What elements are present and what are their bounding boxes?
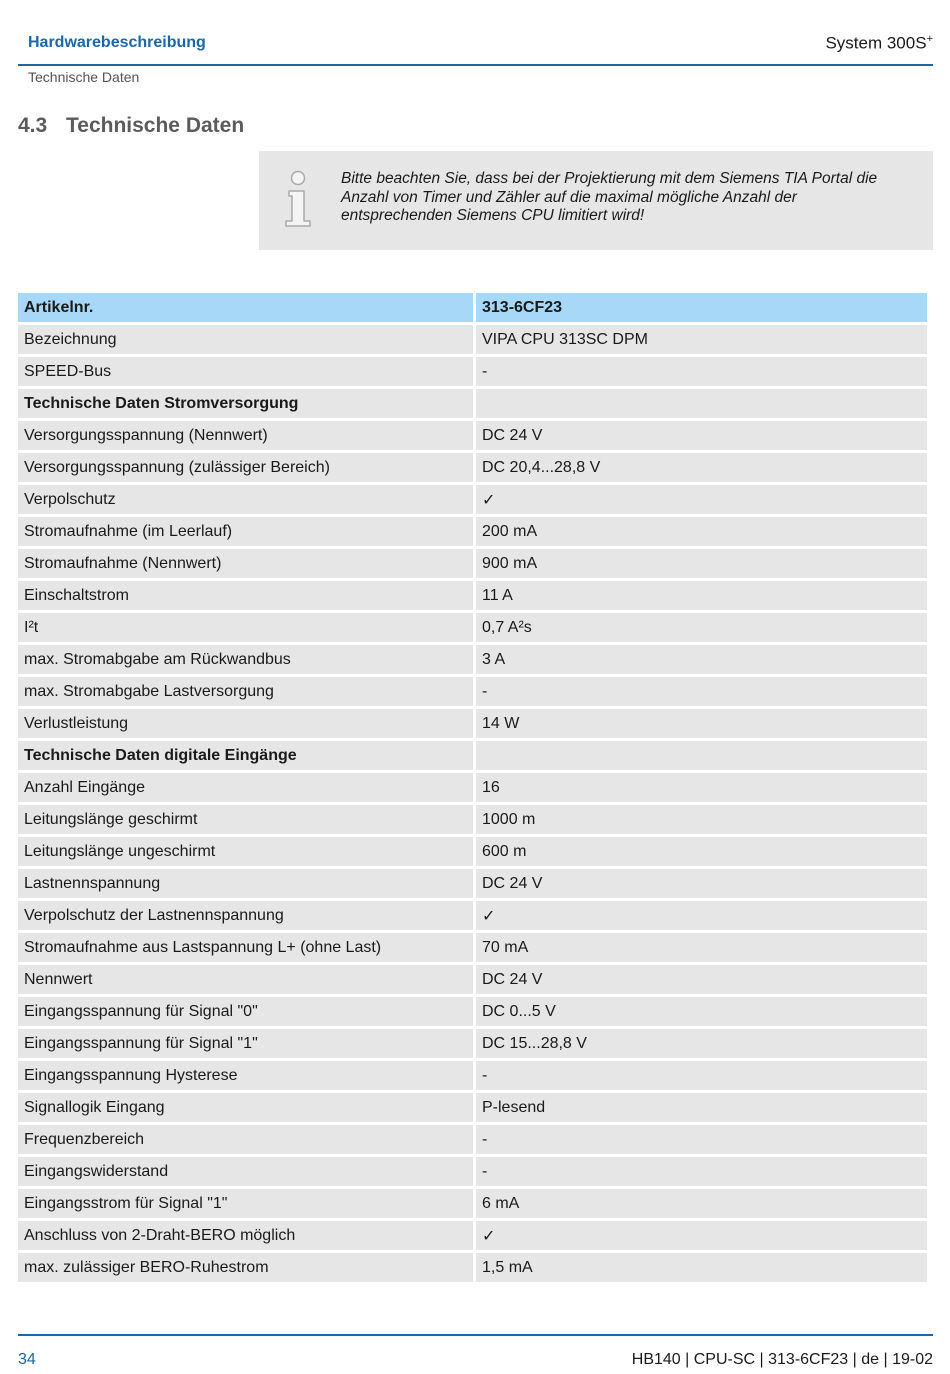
table-cell-label: Frequenzbereich <box>18 1125 473 1154</box>
table-cell-value: 70 mA <box>476 933 927 962</box>
table-row <box>18 901 927 930</box>
table-cell-value: - <box>476 1061 927 1090</box>
table-cell-value: 600 m <box>476 837 927 866</box>
checkmark-icon: ✓ <box>476 485 927 514</box>
header-chapter-title: Hardwarebeschreibung <box>28 34 206 51</box>
table-cell-value: P-lesend <box>476 1093 927 1122</box>
table-header-value: 313-6CF23 <box>476 293 927 322</box>
table-cell-label: max. Stromabgabe Lastversorgung <box>18 677 473 706</box>
table-row <box>18 1221 927 1250</box>
table-header-label: Artikelnr. <box>18 293 473 322</box>
table-cell-label: Verlustleistung <box>18 709 473 738</box>
table-row <box>18 1253 927 1282</box>
table-row <box>18 613 927 642</box>
table-cell-label: Verpolschutz der Lastnennspannung <box>18 901 473 930</box>
table-cell-label: I²t <box>18 613 473 642</box>
table-cell-label: Signallogik Eingang <box>18 1093 473 1122</box>
table-row <box>18 517 927 546</box>
table-cell-value: DC 0...5 V <box>476 997 927 1026</box>
table-cell-value: - <box>476 677 927 706</box>
technical-data-table <box>15 290 930 1285</box>
table-cell-label: Verpolschutz <box>18 485 473 514</box>
header-product-text: System 300S <box>825 33 927 53</box>
table-header-row <box>18 293 927 322</box>
footer-divider <box>18 1334 933 1336</box>
table-cell-label: Eingangsspannung für Signal "0" <box>18 997 473 1026</box>
table-row <box>18 485 927 514</box>
table-cell-value: 900 mA <box>476 549 927 578</box>
table-cell-label: Anzahl Eingänge <box>18 773 473 802</box>
table-cell-label: Eingangsspannung Hysterese <box>18 1061 473 1090</box>
table-row <box>18 997 927 1026</box>
table-row <box>18 837 927 866</box>
table-cell-value: 1000 m <box>476 805 927 834</box>
table-row <box>18 1189 927 1218</box>
header-divider <box>18 64 933 66</box>
table-cell-value: - <box>476 1157 927 1186</box>
table-cell-value: VIPA CPU 313SC DPM <box>476 325 927 354</box>
table-row <box>18 453 927 482</box>
table-row <box>18 677 927 706</box>
table-cell-label: Stromaufnahme (im Leerlauf) <box>18 517 473 546</box>
table-row <box>18 1093 927 1122</box>
table-cell-label: Eingangsspannung für Signal "1" <box>18 1029 473 1058</box>
table-cell-value: DC 20,4...28,8 V <box>476 453 927 482</box>
table-cell-label: max. Stromabgabe am Rückwandbus <box>18 645 473 674</box>
table-cell-value: 11 A <box>476 581 927 610</box>
table-cell-label: Eingangsstrom für Signal "1" <box>18 1189 473 1218</box>
table-cell-value: 16 <box>476 773 927 802</box>
table-cell-value: 14 W <box>476 709 927 738</box>
checkmark-icon: ✓ <box>476 901 927 930</box>
table-cell-value: 0,7 A²s <box>476 613 927 642</box>
table-cell-value: 6 mA <box>476 1189 927 1218</box>
table-cell-value: - <box>476 357 927 386</box>
info-note <box>259 151 933 250</box>
table-cell-label: Stromaufnahme (Nennwert) <box>18 549 473 578</box>
table-cell-label: SPEED-Bus <box>18 357 473 386</box>
table-row <box>18 549 927 578</box>
table-cell-label: Nennwert <box>18 965 473 994</box>
table-row <box>18 869 927 898</box>
table-cell-label: Anschluss von 2-Draht-BERO möglich <box>18 1221 473 1250</box>
table-cell-label: Versorgungsspannung (zulässiger Bereich) <box>18 453 473 482</box>
table-row <box>18 645 927 674</box>
table-cell-value: - <box>476 1125 927 1154</box>
table-cell-label: Technische Daten digitale Eingänge <box>18 741 473 770</box>
table-group-row <box>18 389 927 418</box>
table-cell-label: Lastnennspannung <box>18 869 473 898</box>
table-cell-value: 1,5 mA <box>476 1253 927 1282</box>
section-number: 4.3 <box>18 114 48 137</box>
table-cell-label: Einschaltstrom <box>18 581 473 610</box>
info-note-text: Bitte beachten Sie, dass bei der Projektierung mit dem Siemens TIA Portal die Anzahl von Timer und Zähler auf die maximal mögliche Anzahl der entsprechenden Siemens CPU limitiert wird! <box>341 170 878 224</box>
table-cell-value <box>476 741 927 770</box>
table-row <box>18 421 927 450</box>
table-row <box>18 1157 927 1186</box>
table-row <box>18 1061 927 1090</box>
table-cell-value: DC 15...28,8 V <box>476 1029 927 1058</box>
checkmark-icon: ✓ <box>476 1221 927 1250</box>
footer-doc-info: HB140 | CPU-SC | 313-6CF23 | de | 19-02 <box>631 1351 933 1368</box>
table-cell-value: 200 mA <box>476 517 927 546</box>
table-cell-value: DC 24 V <box>476 869 927 898</box>
section-heading <box>18 114 244 138</box>
table-cell-value: DC 24 V <box>476 965 927 994</box>
table-row <box>18 709 927 738</box>
table-row <box>18 581 927 610</box>
header-section-subtitle: Technische Daten <box>28 69 140 85</box>
table-group-row <box>18 741 927 770</box>
header-product-sup: + <box>926 33 933 45</box>
header-product-name <box>825 33 933 54</box>
table-cell-label: Technische Daten Stromversorgung <box>18 389 473 418</box>
table-row <box>18 1125 927 1154</box>
page-number: 34 <box>18 1351 36 1368</box>
table-cell-label: Eingangswiderstand <box>18 1157 473 1186</box>
table-row <box>18 933 927 962</box>
table-cell-value: DC 24 V <box>476 421 927 450</box>
table-row <box>18 773 927 802</box>
table-cell-value <box>476 389 927 418</box>
table-row <box>18 805 927 834</box>
table-cell-label: Bezeichnung <box>18 325 473 354</box>
table-row <box>18 1029 927 1058</box>
table-row <box>18 357 927 386</box>
table-cell-label: Leitungslänge geschirmt <box>18 805 473 834</box>
table-cell-label: max. zulässiger BERO-Ruhestrom <box>18 1253 473 1282</box>
info-icon <box>281 169 321 229</box>
table-cell-label: Leitungslänge ungeschirmt <box>18 837 473 866</box>
section-title-text: Technische Daten <box>66 114 245 137</box>
table-cell-label: Stromaufnahme aus Lastspannung L+ (ohne Last) <box>18 933 473 962</box>
table-row <box>18 965 927 994</box>
table-cell-value: 3 A <box>476 645 927 674</box>
table-cell-label: Versorgungsspannung (Nennwert) <box>18 421 473 450</box>
table-row <box>18 325 927 354</box>
